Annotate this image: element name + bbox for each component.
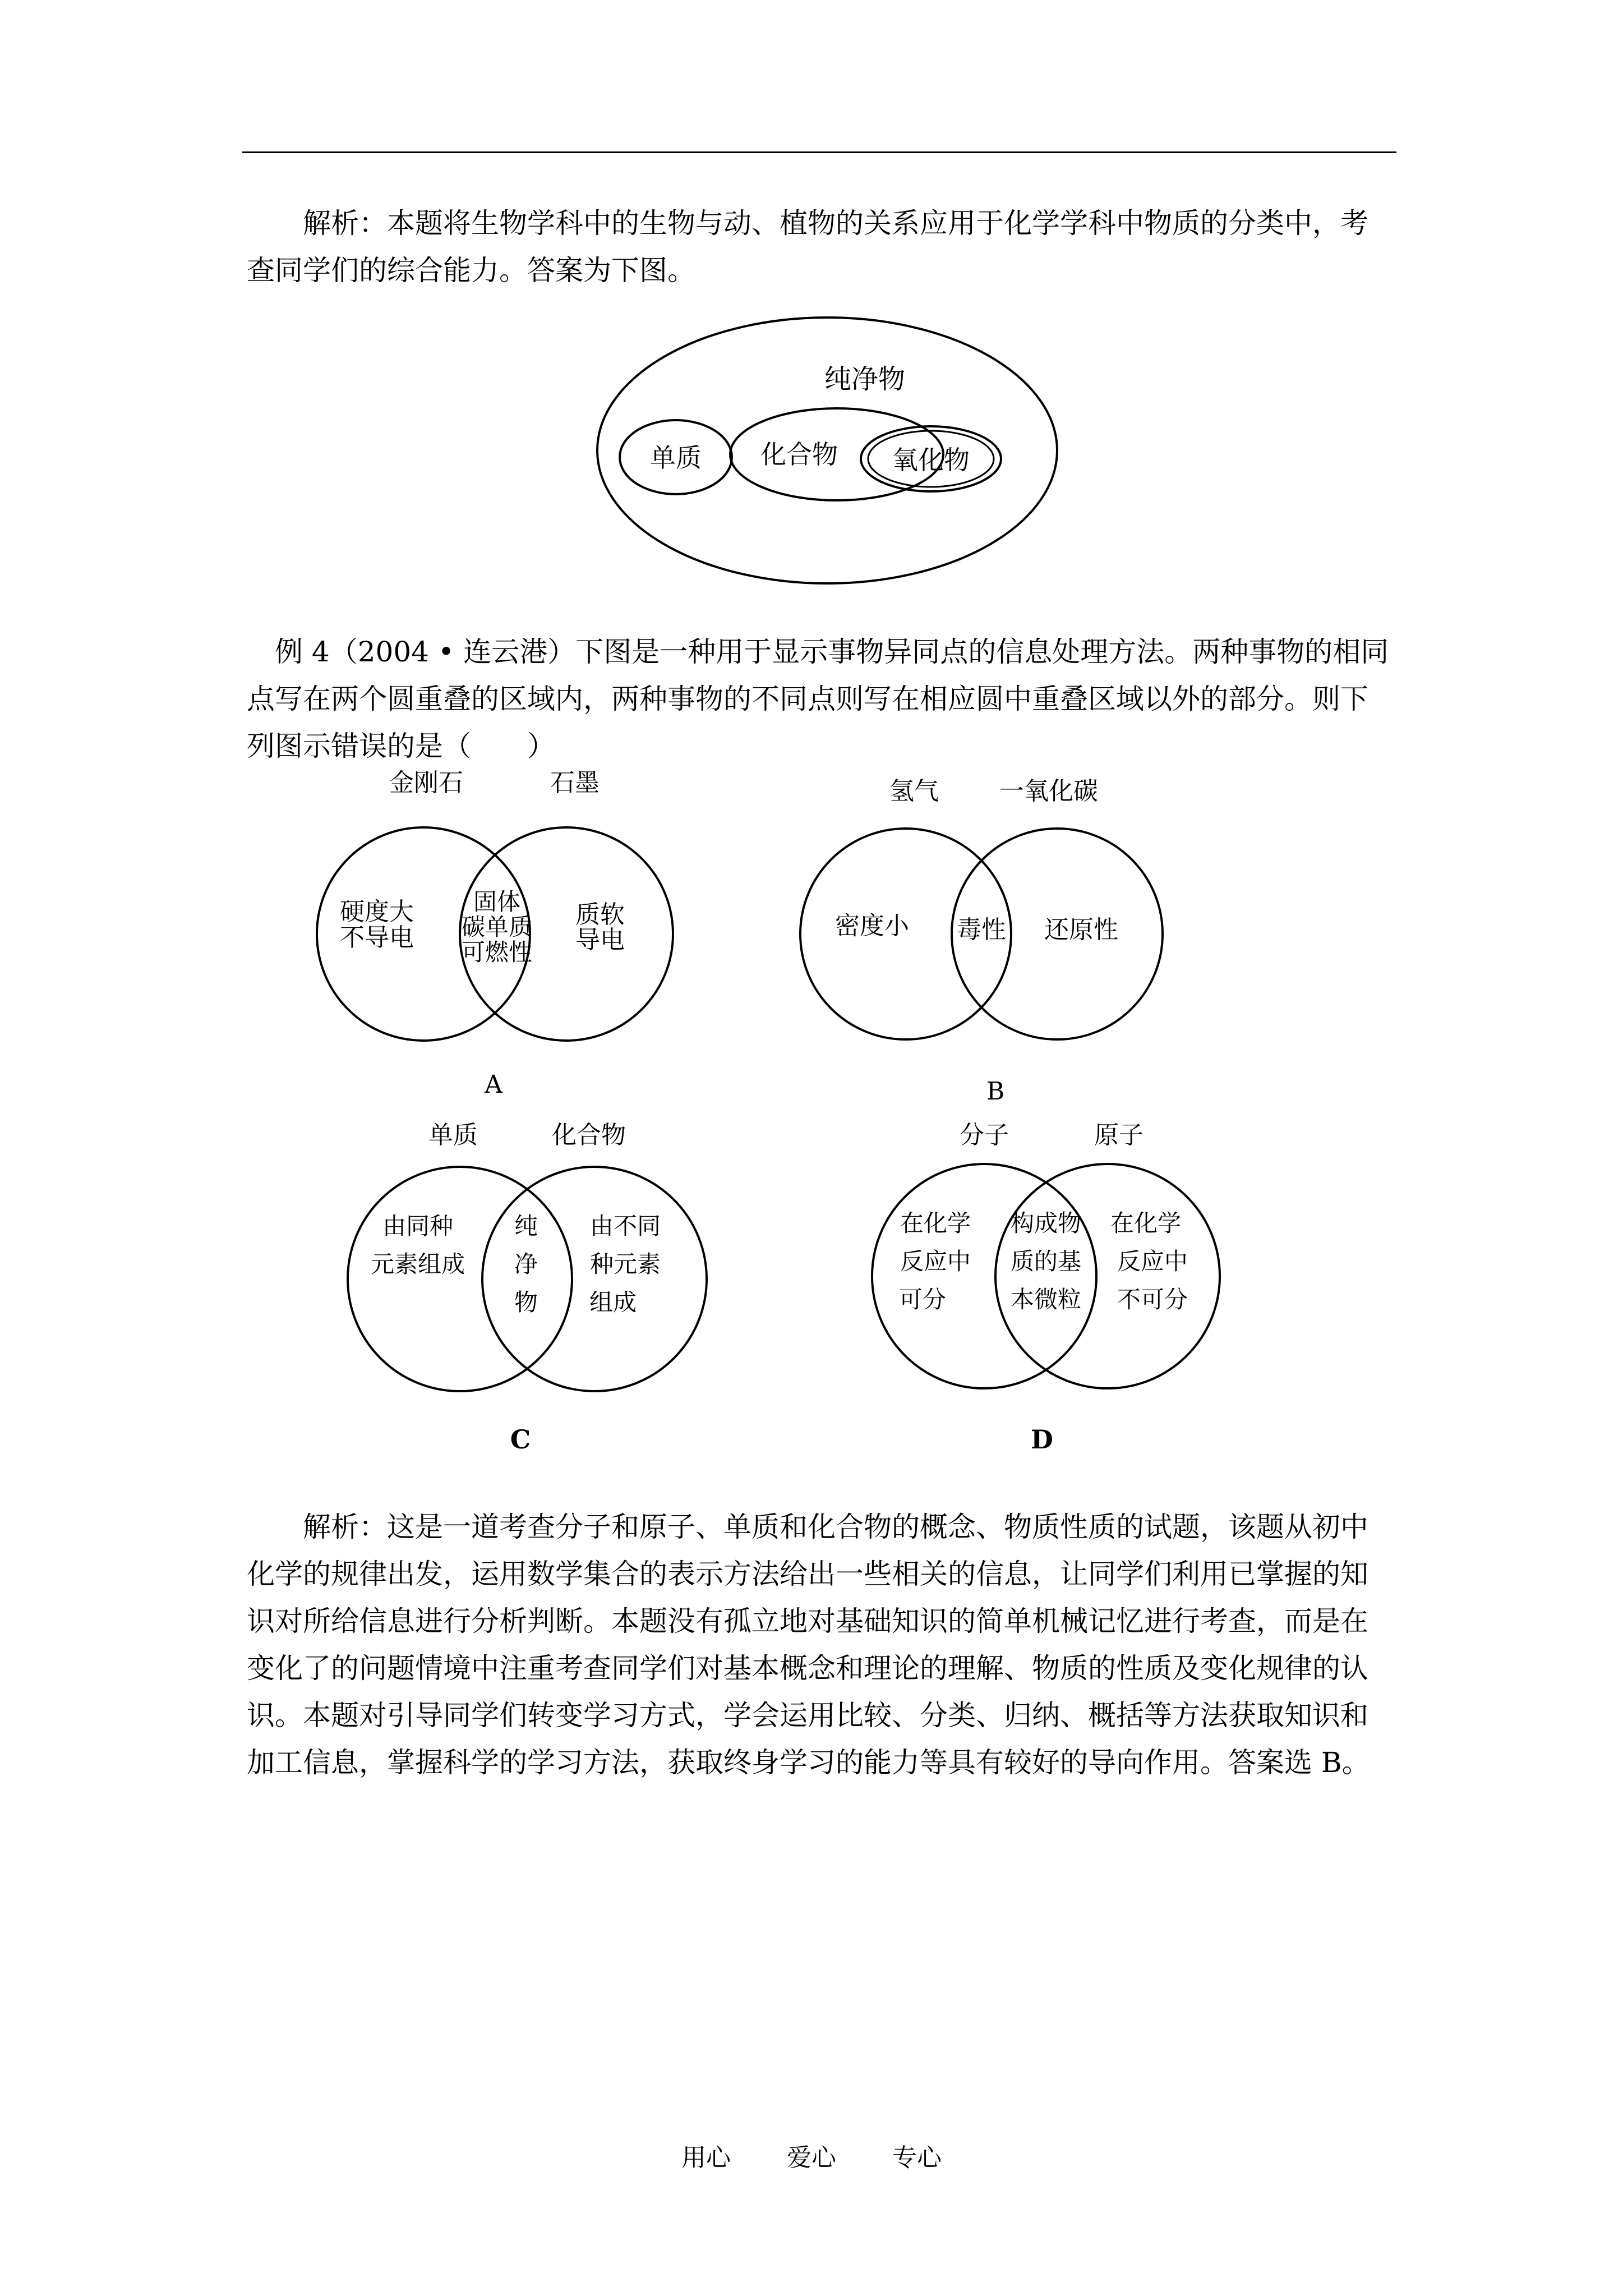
oxide-label: 氧化物 bbox=[892, 445, 970, 475]
classification-diagram bbox=[597, 318, 1057, 583]
venn-d-right-title: 原子 bbox=[1094, 1121, 1144, 1149]
venn-diagram-d bbox=[872, 1121, 1220, 1455]
venn-d-left-1: 在化学 bbox=[900, 1209, 971, 1237]
venn-c-middle-2: 净 bbox=[514, 1250, 538, 1278]
venn-c-left-title: 单质 bbox=[428, 1121, 478, 1149]
venn-d-right-2: 反应中 bbox=[1117, 1248, 1188, 1275]
venn-b-left-title: 氢气 bbox=[889, 777, 939, 806]
venn-b-left-1: 密度小 bbox=[835, 912, 909, 940]
footer-text-2: 爱心 bbox=[787, 2143, 836, 2172]
venn-a-middle-2: 碳单质 bbox=[461, 913, 533, 941]
venn-d-right-circle bbox=[995, 1164, 1220, 1388]
venn-a-left-2: 不导电 bbox=[340, 923, 414, 952]
venn-d-right-1: 在化学 bbox=[1110, 1209, 1182, 1237]
venn-a-middle-3: 可燃性 bbox=[461, 938, 533, 966]
footer-text-3: 专心 bbox=[892, 2143, 942, 2172]
page-footer bbox=[0, 2137, 1623, 2173]
venn-a-right-1: 质软 bbox=[575, 900, 625, 929]
venn-c-right-1: 由不同 bbox=[589, 1212, 661, 1240]
venn-c-middle-3: 物 bbox=[514, 1289, 538, 1316]
example-4-question bbox=[247, 628, 1391, 770]
venn-diagram-b bbox=[800, 777, 1163, 1106]
venn-d-middle-3: 本微粒 bbox=[1010, 1286, 1082, 1313]
venn-c-right-2: 种元素 bbox=[589, 1250, 661, 1278]
venn-diagram-a bbox=[317, 769, 673, 1099]
venn-c-right-title: 化合物 bbox=[552, 1121, 626, 1149]
example4-line-1: 例 4（2004 • 连云港）下图是一种用于显示事物异同点的信息处理方法。两种事物的相同 bbox=[275, 636, 1389, 668]
analysis2-line-1: 解析：这是一道考查分子和原子、单质和化合物的概念、物质性质的试题，该题从初中 bbox=[303, 1511, 1368, 1543]
venn-a-left-title: 金刚石 bbox=[389, 769, 463, 797]
venn-d-left-3: 可分 bbox=[898, 1286, 947, 1313]
venn-a-right-title: 石墨 bbox=[550, 769, 600, 797]
venn-d-left-2: 反应中 bbox=[900, 1248, 971, 1275]
venn-diagram-c bbox=[348, 1121, 707, 1455]
footer-text-1: 用心 bbox=[681, 2143, 731, 2172]
venn-a-left-1: 硬度大 bbox=[340, 898, 414, 926]
analysis2-line-3: 识对所给信息进行分析判断。本题没有孤立地对基础知识的简单机械记忆进行考查，而是在 bbox=[247, 1605, 1368, 1637]
venn-d-middle-2: 质的基 bbox=[1010, 1248, 1082, 1275]
venn-a-middle-1: 固体 bbox=[473, 888, 521, 915]
pure-substance-label: 纯净物 bbox=[824, 364, 906, 395]
venn-d-left-circle bbox=[872, 1164, 1096, 1388]
analysis1-line-2: 查同学们的综合能力。答案为下图。 bbox=[247, 254, 695, 287]
venn-c-left-2: 元素组成 bbox=[370, 1250, 465, 1278]
venn-c-right-circle bbox=[482, 1167, 707, 1391]
example4-line-3: 列图示错误的是（ ） bbox=[247, 730, 555, 762]
venn-b-right-1: 还原性 bbox=[1044, 915, 1118, 944]
venn-d-left-title: 分子 bbox=[960, 1121, 1009, 1149]
venn-b-caption: B bbox=[986, 1077, 1005, 1106]
venn-c-middle-1: 纯 bbox=[514, 1212, 538, 1240]
element-label: 单质 bbox=[650, 443, 702, 473]
analysis2-line-2: 化学的规律出发，运用数学集合的表示方法给出一些相关的信息，让同学们利用已掌握的知 bbox=[247, 1558, 1368, 1590]
venn-a-caption: A bbox=[485, 1070, 502, 1099]
venn-a-right-2: 导电 bbox=[575, 926, 625, 954]
venn-d-middle-1: 构成物 bbox=[1010, 1209, 1082, 1237]
venn-c-right-3: 组成 bbox=[589, 1289, 637, 1316]
compound-label: 化合物 bbox=[760, 439, 838, 470]
venn-b-middle-1: 毒性 bbox=[957, 915, 1006, 944]
venn-b-right-title: 一氧化碳 bbox=[999, 777, 1098, 806]
venn-c-left-circle bbox=[348, 1167, 572, 1391]
analysis2-line-4: 变化了的问题情境中注重考查同学们对基本概念和理论的理解、物质的性质及变化规律的认 bbox=[247, 1652, 1368, 1685]
analysis1-line-1: 解析：本题将生物学科中的生物与动、植物的关系应用于化学学科中物质的分类中，考 bbox=[303, 207, 1368, 240]
analysis-paragraph-2 bbox=[247, 1503, 1391, 1786]
venn-c-caption: C bbox=[510, 1424, 531, 1455]
analysis2-line-6: 加工信息，掌握科学的学习方法，获取终身学习的能力等具有较好的导向作用。答案选 B。 bbox=[247, 1746, 1370, 1779]
venn-d-caption: D bbox=[1031, 1424, 1053, 1455]
venn-d-right-3: 不可分 bbox=[1117, 1286, 1188, 1313]
example4-line-2: 点写在两个圆重叠的区域内，两种事物的不同点则写在相应圆中重叠区域以外的部分。则下 bbox=[247, 683, 1368, 715]
analysis2-line-5: 识。本题对引导同学们转变学习方式，学会运用比较、分类、归纳、概括等方法获取知识和 bbox=[247, 1699, 1368, 1732]
venn-c-left-1: 由同种 bbox=[382, 1212, 454, 1240]
